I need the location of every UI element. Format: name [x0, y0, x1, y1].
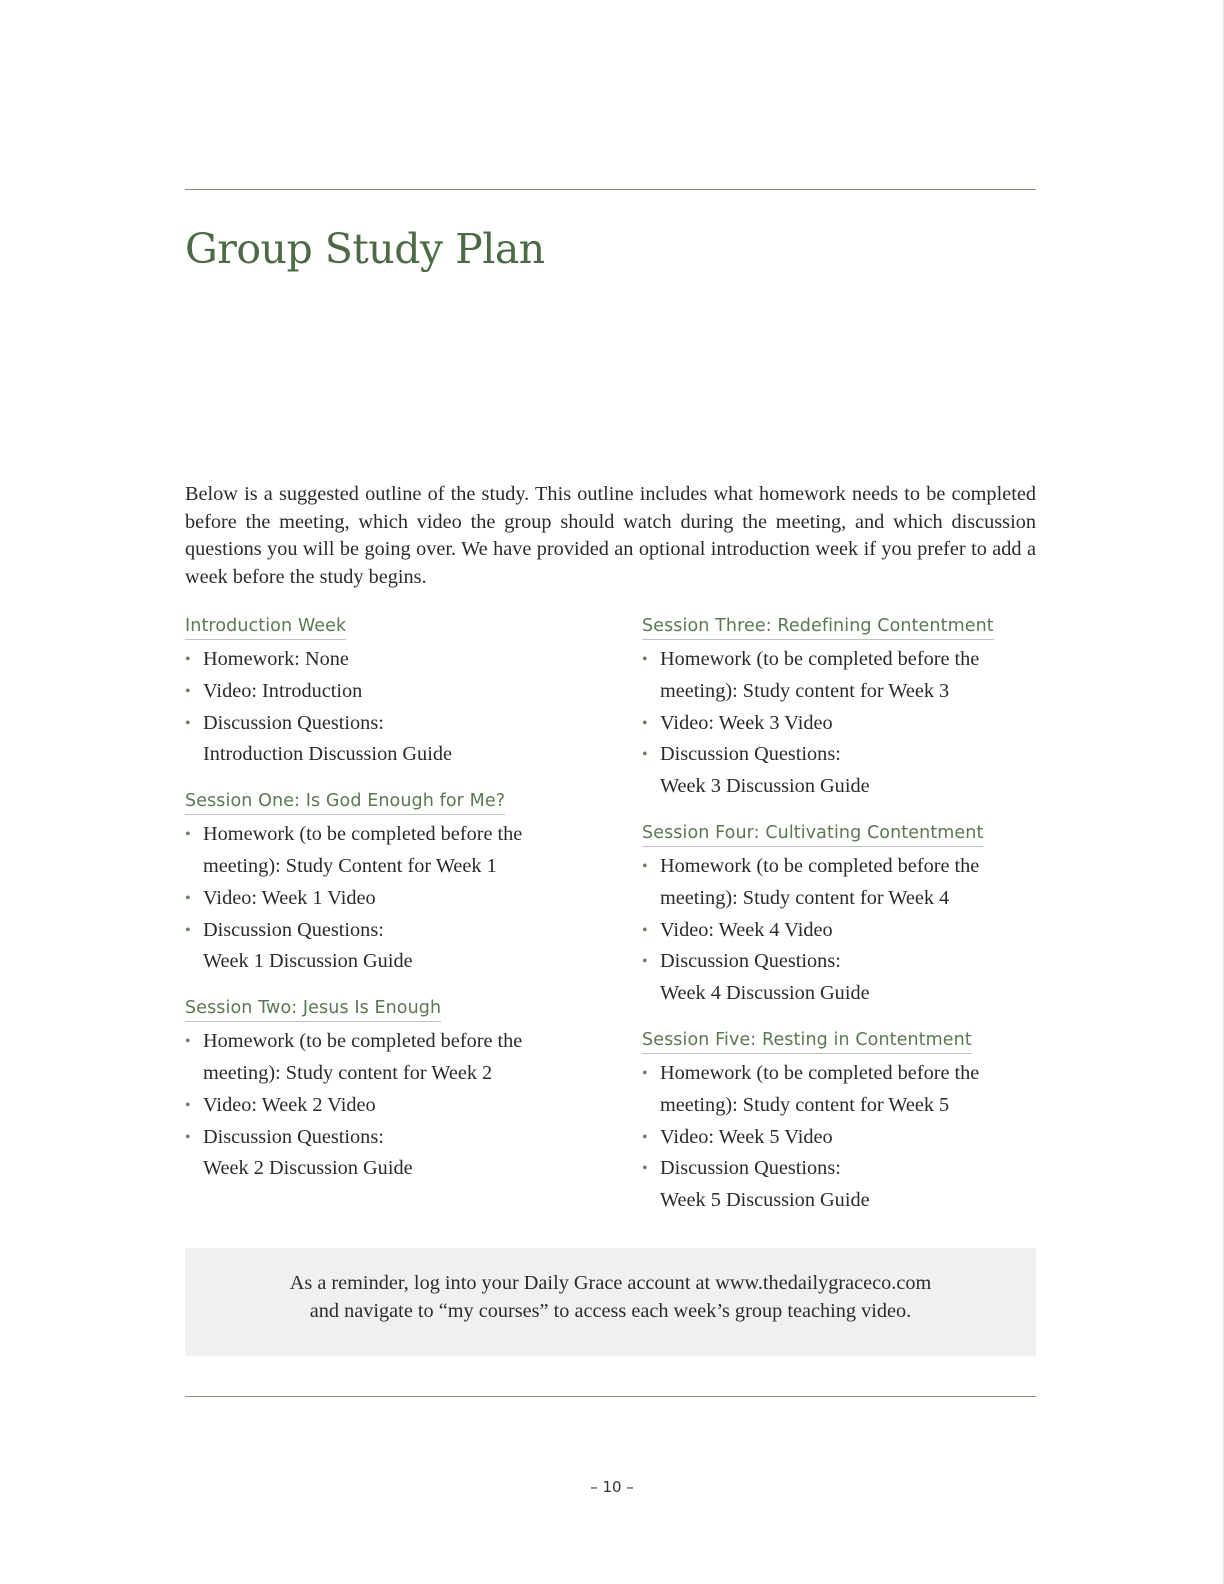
list-item	[642, 1122, 1042, 1154]
list-item-text: Discussion Questions:	[660, 743, 841, 766]
bullet-icon: •	[185, 651, 191, 668]
list-item-text-continued: meeting): Study Content for Week 1	[203, 854, 497, 877]
session-heading: Session Five: Resting in Contentment	[642, 1029, 972, 1054]
bullet-icon: •	[642, 1128, 648, 1146]
list-item	[185, 1090, 615, 1122]
list-item	[185, 915, 615, 979]
list-item-text-continued: Week 3 Discussion Guide	[660, 775, 870, 798]
bullet-icon: •	[185, 1128, 191, 1146]
bullet-icon: •	[185, 682, 191, 700]
session-heading: Session Two: Jesus Is Enough	[185, 997, 441, 1022]
bottom-divider	[185, 1396, 1036, 1397]
session-block	[642, 822, 1042, 1010]
list-item-text: Homework (to be completed before the	[660, 1061, 980, 1084]
session-item-list	[185, 819, 615, 978]
list-item-text: Homework (to be completed before the	[660, 648, 980, 670]
list-item	[185, 819, 615, 883]
list-item-text-continued: Introduction Discussion Guide	[203, 743, 452, 766]
reminder-box	[185, 1248, 1036, 1356]
top-divider	[185, 189, 1036, 190]
list-item	[185, 1026, 615, 1090]
session-heading: Introduction Week	[185, 615, 346, 640]
session-block	[185, 997, 615, 1185]
session-block	[642, 615, 1042, 803]
list-item-text: Homework (to be completed before the	[203, 823, 523, 846]
list-item	[642, 739, 1042, 803]
list-item-text: Video: Week 3 Video	[660, 711, 833, 734]
bullet-icon: •	[185, 826, 191, 844]
sessions-left-column	[185, 615, 615, 1204]
list-item-text: Discussion Questions:	[203, 1125, 384, 1148]
session-heading: Session One: Is God Enough for Me?	[185, 790, 505, 815]
session-block	[185, 615, 615, 771]
list-item-text: Discussion Questions:	[203, 918, 384, 941]
list-item-text: Video: Introduction	[203, 679, 363, 702]
list-item	[185, 883, 615, 915]
bullet-icon: •	[185, 921, 191, 939]
list-item-text-continued: meeting): Study content for Week 3	[660, 679, 950, 702]
bullet-icon: •	[642, 746, 648, 764]
page-title: Group Study Plan	[185, 225, 545, 273]
list-item-text: Discussion Questions:	[203, 711, 384, 734]
session-item-list	[642, 1058, 1042, 1217]
session-block	[185, 790, 615, 978]
reminder-line-1: As a reminder, log into your Daily Grace account at www.thedailygraceco.com	[289, 1272, 932, 1294]
bullet-icon: •	[642, 921, 648, 939]
list-item	[642, 915, 1042, 947]
bullet-icon: •	[185, 889, 191, 907]
list-item-text: Video: Week 5 Video	[660, 1125, 833, 1148]
bullet-icon: •	[642, 651, 648, 668]
sessions-right-column	[642, 615, 1042, 1236]
bullet-icon: •	[642, 714, 648, 732]
list-item	[642, 1153, 1042, 1217]
list-item-text-continued: Week 1 Discussion Guide	[203, 950, 413, 973]
list-item	[642, 851, 1042, 915]
list-item-text-continued: Week 4 Discussion Guide	[660, 982, 870, 1005]
session-heading: Session Four: Cultivating Contentment	[642, 822, 983, 847]
list-item-text-continued: Week 5 Discussion Guide	[660, 1189, 870, 1212]
list-item-text: Video: Week 4 Video	[660, 918, 833, 941]
session-item-list	[642, 644, 1042, 803]
list-item-text-continued: meeting): Study content for Week 2	[203, 1061, 493, 1084]
bullet-icon: •	[185, 1033, 191, 1051]
list-item-text: Homework (to be completed before the	[203, 1030, 523, 1053]
session-heading: Session Three: Redefining Contentment	[642, 615, 994, 640]
session-block	[642, 1029, 1042, 1217]
bullet-icon: •	[642, 1160, 648, 1178]
list-item-text: Video: Week 1 Video	[203, 886, 376, 909]
session-item-list	[642, 851, 1042, 1010]
list-item	[642, 708, 1042, 740]
list-item	[642, 1058, 1042, 1122]
list-item	[642, 946, 1042, 1010]
session-item-list	[185, 644, 615, 771]
list-item	[185, 1122, 615, 1186]
page-number: – 10 –	[590, 1478, 634, 1496]
bullet-icon: •	[642, 857, 648, 875]
intro-paragraph: Below is a suggested outline of the study. This outline includes what homework needs to be completed before the meeting, which video the group should watch during the meeting, and which discussion questions you will be going over. We have provided an optional introduction week if you prefer to add a week before the study begins.	[185, 483, 1036, 588]
list-item	[185, 708, 615, 772]
list-item-text: Homework (to be completed before the	[660, 854, 980, 877]
bullet-icon: •	[185, 714, 191, 732]
list-item-text: Discussion Questions:	[660, 950, 841, 973]
bullet-icon: •	[185, 1096, 191, 1114]
list-item-text: Discussion Questions:	[660, 1157, 841, 1180]
list-item-text: Homework: None	[203, 648, 349, 670]
list-item-text: Video: Week 2 Video	[203, 1093, 376, 1116]
list-item-text-continued: Week 2 Discussion Guide	[203, 1157, 413, 1180]
bullet-icon: •	[642, 1064, 648, 1082]
list-item	[642, 644, 1042, 708]
list-item	[185, 676, 615, 708]
list-item-text-continued: meeting): Study content for Week 5	[660, 1093, 950, 1116]
session-item-list	[185, 1026, 615, 1185]
bullet-icon: •	[642, 953, 648, 971]
reminder-line-2: and navigate to “my courses” to access each week’s group teaching video.	[309, 1299, 912, 1322]
list-item	[185, 644, 615, 676]
list-item-text-continued: meeting): Study content for Week 4	[660, 886, 950, 909]
